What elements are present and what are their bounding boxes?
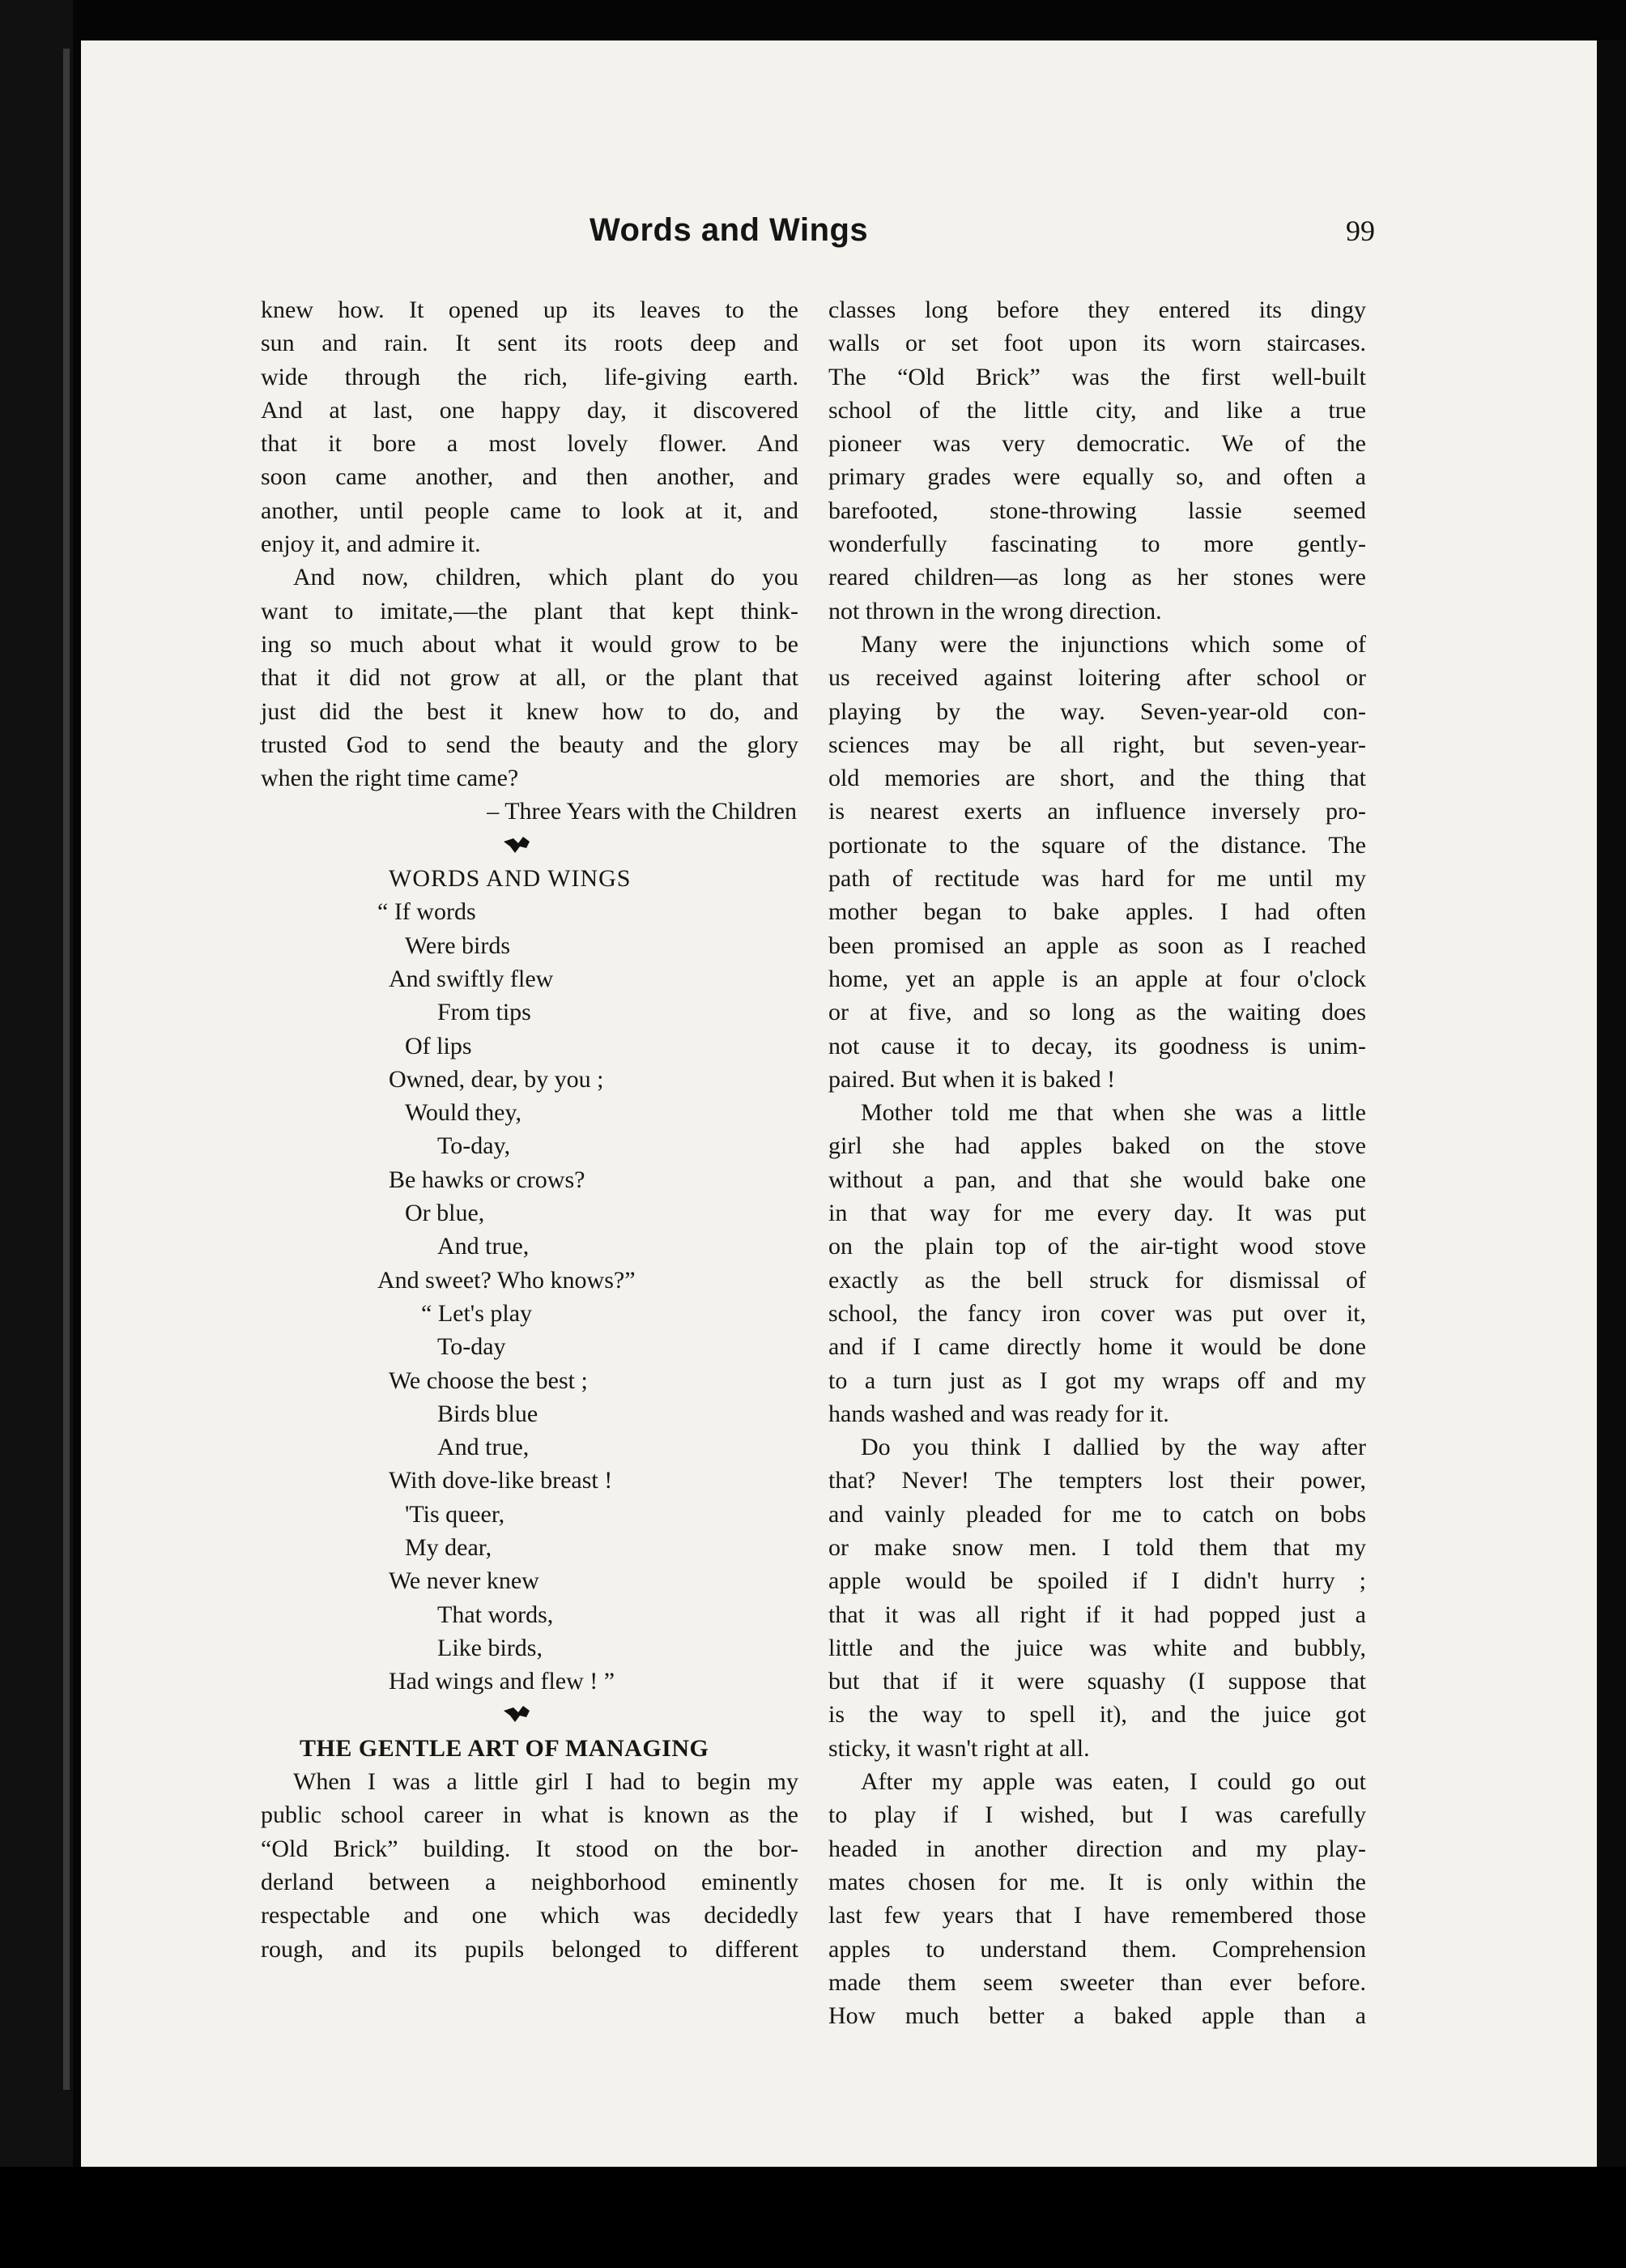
section-paragraph	[261, 1765, 876, 1966]
text-line: walls or set foot upon its worn staircases.	[828, 330, 1366, 357]
text-line: last few years that I have remembered those	[828, 1902, 1366, 1929]
text-line: After my apple was eaten, I could go out	[861, 1768, 1366, 1796]
text-line: mates chosen for me. It is only within the	[828, 1868, 1366, 1895]
text-line: is the way to spell it), and the juice got	[828, 1701, 1366, 1729]
poem-line: And true,	[437, 1233, 530, 1260]
left-column-paragraphs	[261, 293, 876, 829]
text-line: made them seem sweeter than ever before.	[828, 1968, 1366, 1996]
left-column	[261, 293, 876, 1966]
text-line: classes long before they entered its dingy	[828, 296, 1366, 323]
text-line: is nearest exerts an influence inversely pro-	[828, 798, 1366, 825]
text-line: home, yet an apple is an apple at four o'clock	[828, 965, 1366, 992]
text-line: apple would be spoiled if I didn't hurry ;	[828, 1567, 1366, 1595]
text-line: headed in another direction and my play-	[828, 1835, 1366, 1862]
text-line: hands washed and was ready for it.	[828, 1400, 1169, 1427]
poem-line: We never knew	[389, 1567, 539, 1595]
poem-line: To-day,	[437, 1132, 511, 1160]
text-line: public school career in what is known as the	[261, 1801, 798, 1829]
poem-line: And sweet? Who knows?”	[377, 1266, 636, 1294]
poem-line: Were birds	[405, 932, 511, 959]
poem-line: Or blue,	[405, 1200, 485, 1227]
text-line: school of the little city, and like a true	[828, 396, 1366, 424]
page-number: 99	[1346, 215, 1375, 247]
text-line: paired. But when it is baked !	[828, 1065, 1116, 1093]
text-line: without a pan, and that she would bake one	[828, 1166, 1366, 1193]
section-ornament	[261, 829, 876, 862]
poem-line: That words,	[437, 1601, 554, 1628]
text-line: sciences may be all right, but seven-year-	[828, 731, 1366, 758]
poem-title: WORDS AND WINGS	[389, 865, 632, 893]
text-line: apples to understand them. Comprehension	[828, 1935, 1366, 1963]
text-line: primary grades were equally so, and often a	[828, 463, 1366, 491]
text-line: but that if it were squashy (I suppose that	[828, 1668, 1366, 1695]
scan-bottom-edge	[0, 2167, 1626, 2268]
text-line: sticky, it wasn't right at all.	[828, 1734, 1090, 1762]
running-header-title: Words and Wings	[590, 212, 869, 248]
poem-line: And swiftly flew	[389, 965, 554, 992]
text-line: respectable and one which was decidedly	[261, 1902, 798, 1929]
text-line: wide through the rich, life-giving earth.	[261, 363, 798, 390]
text-line: or at five, and so long as the waiting does	[828, 999, 1366, 1026]
text-line: Do you think I dallied by the way after	[861, 1434, 1366, 1461]
text-line: Many were the injunctions which some of	[861, 630, 1366, 658]
text-line: school, the fancy iron cover was put over it,	[828, 1299, 1366, 1327]
text-line: trusted God to send the beauty and the glory	[261, 731, 798, 758]
scan-right-edge	[1597, 40, 1626, 2167]
text-line: pioneer was very democratic. We of the	[828, 430, 1366, 458]
text-line: mother began to bake apples. I had often	[828, 898, 1366, 926]
text-line: The “Old Brick” was the first well-built	[828, 363, 1366, 390]
poem-line: Birds blue	[437, 1400, 538, 1427]
text-line: in that way for me every day. It was put	[828, 1200, 1366, 1227]
text-line: that it bore a most lovely flower. And	[261, 430, 798, 458]
poem-line: From tips	[437, 999, 531, 1026]
text-line: or make snow men. I told them that my	[828, 1533, 1366, 1561]
text-line: knew how. It opened up its leaves to the	[261, 296, 798, 323]
text-line: path of rectitude was hard for me until my	[828, 865, 1366, 893]
text-line: not thrown in the wrong direction.	[828, 597, 1162, 625]
text-line: that it did not grow at all, or the plant that	[261, 664, 798, 692]
poem-line: 'Tis queer,	[405, 1500, 505, 1528]
text-line: When I was a little girl I had to begin my	[293, 1768, 798, 1796]
text-line: us received against loitering after school or	[828, 664, 1366, 692]
text-line: little and the juice was white and bubbly,	[828, 1634, 1366, 1661]
poem-line: Be hawks or crows?	[389, 1166, 585, 1193]
poem-line: We choose the best ;	[389, 1366, 588, 1394]
text-line: Mother told me that when she was a little	[861, 1099, 1366, 1127]
poem-line: “ Let's play	[421, 1299, 533, 1327]
text-line: rough, and its pupils belonged to different	[261, 1935, 798, 1963]
text-line: that it was all right if it had popped just a	[828, 1601, 1366, 1628]
section-title: THE GENTLE ART OF MANAGING	[300, 1734, 709, 1762]
text-line: derland between a neighborhood eminently	[261, 1868, 798, 1895]
poem-line: With dove-like breast !	[389, 1467, 613, 1494]
text-line: on the plain top of the air-tight wood stove	[828, 1233, 1366, 1260]
right-column	[828, 293, 1444, 2032]
text-line: old memories are short, and the thing that	[828, 765, 1366, 792]
text-line: playing by the way. Seven-year-old con-	[828, 697, 1366, 725]
poem-line: “ If words	[377, 898, 476, 926]
binding-shadow	[63, 49, 70, 2090]
poem-line: My dear,	[405, 1533, 492, 1561]
text-line: girl she had apples baked on the stove	[828, 1132, 1366, 1160]
text-line: sun and rain. It sent its roots deep and	[261, 330, 798, 357]
poem-line: Would they,	[405, 1099, 521, 1127]
text-line: enjoy it, and admire it.	[261, 531, 481, 558]
section-ornament	[261, 1698, 876, 1731]
text-line: been promised an apple as soon as I reached	[828, 932, 1366, 959]
poem-line: Had wings and flew ! ”	[389, 1668, 615, 1695]
poem-line: And true,	[437, 1434, 530, 1461]
text-line: – Three Years with the Children	[487, 798, 797, 825]
poem-line: Like birds,	[437, 1634, 543, 1661]
text-line: and vainly pleaded for me to catch on bobs	[828, 1500, 1366, 1528]
text-line: How much better a baked apple than a	[828, 2002, 1366, 2030]
text-line: wonderfully fascinating to more gently-	[828, 531, 1366, 558]
text-line: reared children—as long as her stones were	[828, 564, 1366, 591]
text-line: another, until people came to look at it, and	[261, 497, 798, 524]
text-line: “Old Brick” building. It stood on the bor-	[261, 1835, 798, 1862]
text-line: to play if I wished, but I was carefully	[828, 1801, 1366, 1829]
poem-line: Of lips	[405, 1032, 472, 1059]
text-line: barefooted, stone-throwing lassie seemed	[828, 497, 1366, 524]
right-column-paragraphs	[828, 293, 1444, 2032]
text-line: to a turn just as I got my wraps off and my	[828, 1366, 1366, 1394]
text-line: And now, children, which plant do you	[293, 564, 798, 591]
text-line: just did the best it knew how to do, and	[261, 697, 798, 725]
text-line: exactly as the bell struck for dismissal of	[828, 1266, 1366, 1294]
text-line: want to imitate,—the plant that kept think-	[261, 597, 798, 625]
text-line: And at last, one happy day, it discovered	[261, 396, 798, 424]
scan-left-edge	[0, 0, 73, 2268]
text-line: ing so much about what it would grow to be	[261, 630, 798, 658]
poem-line: Owned, dear, by you ;	[389, 1065, 604, 1093]
text-line: not cause it to decay, its goodness is unim-	[828, 1032, 1366, 1059]
text-line: and if I came directly home it would be done	[828, 1333, 1366, 1361]
poem	[261, 895, 876, 1698]
text-line: when the right time came?	[261, 765, 519, 792]
text-line: portionate to the square of the distance. The	[828, 831, 1366, 859]
poem-line: To-day	[437, 1333, 506, 1361]
text-line: that? Never! The tempters lost their power,	[828, 1467, 1366, 1494]
text-line: soon came another, and then another, and	[261, 463, 798, 491]
